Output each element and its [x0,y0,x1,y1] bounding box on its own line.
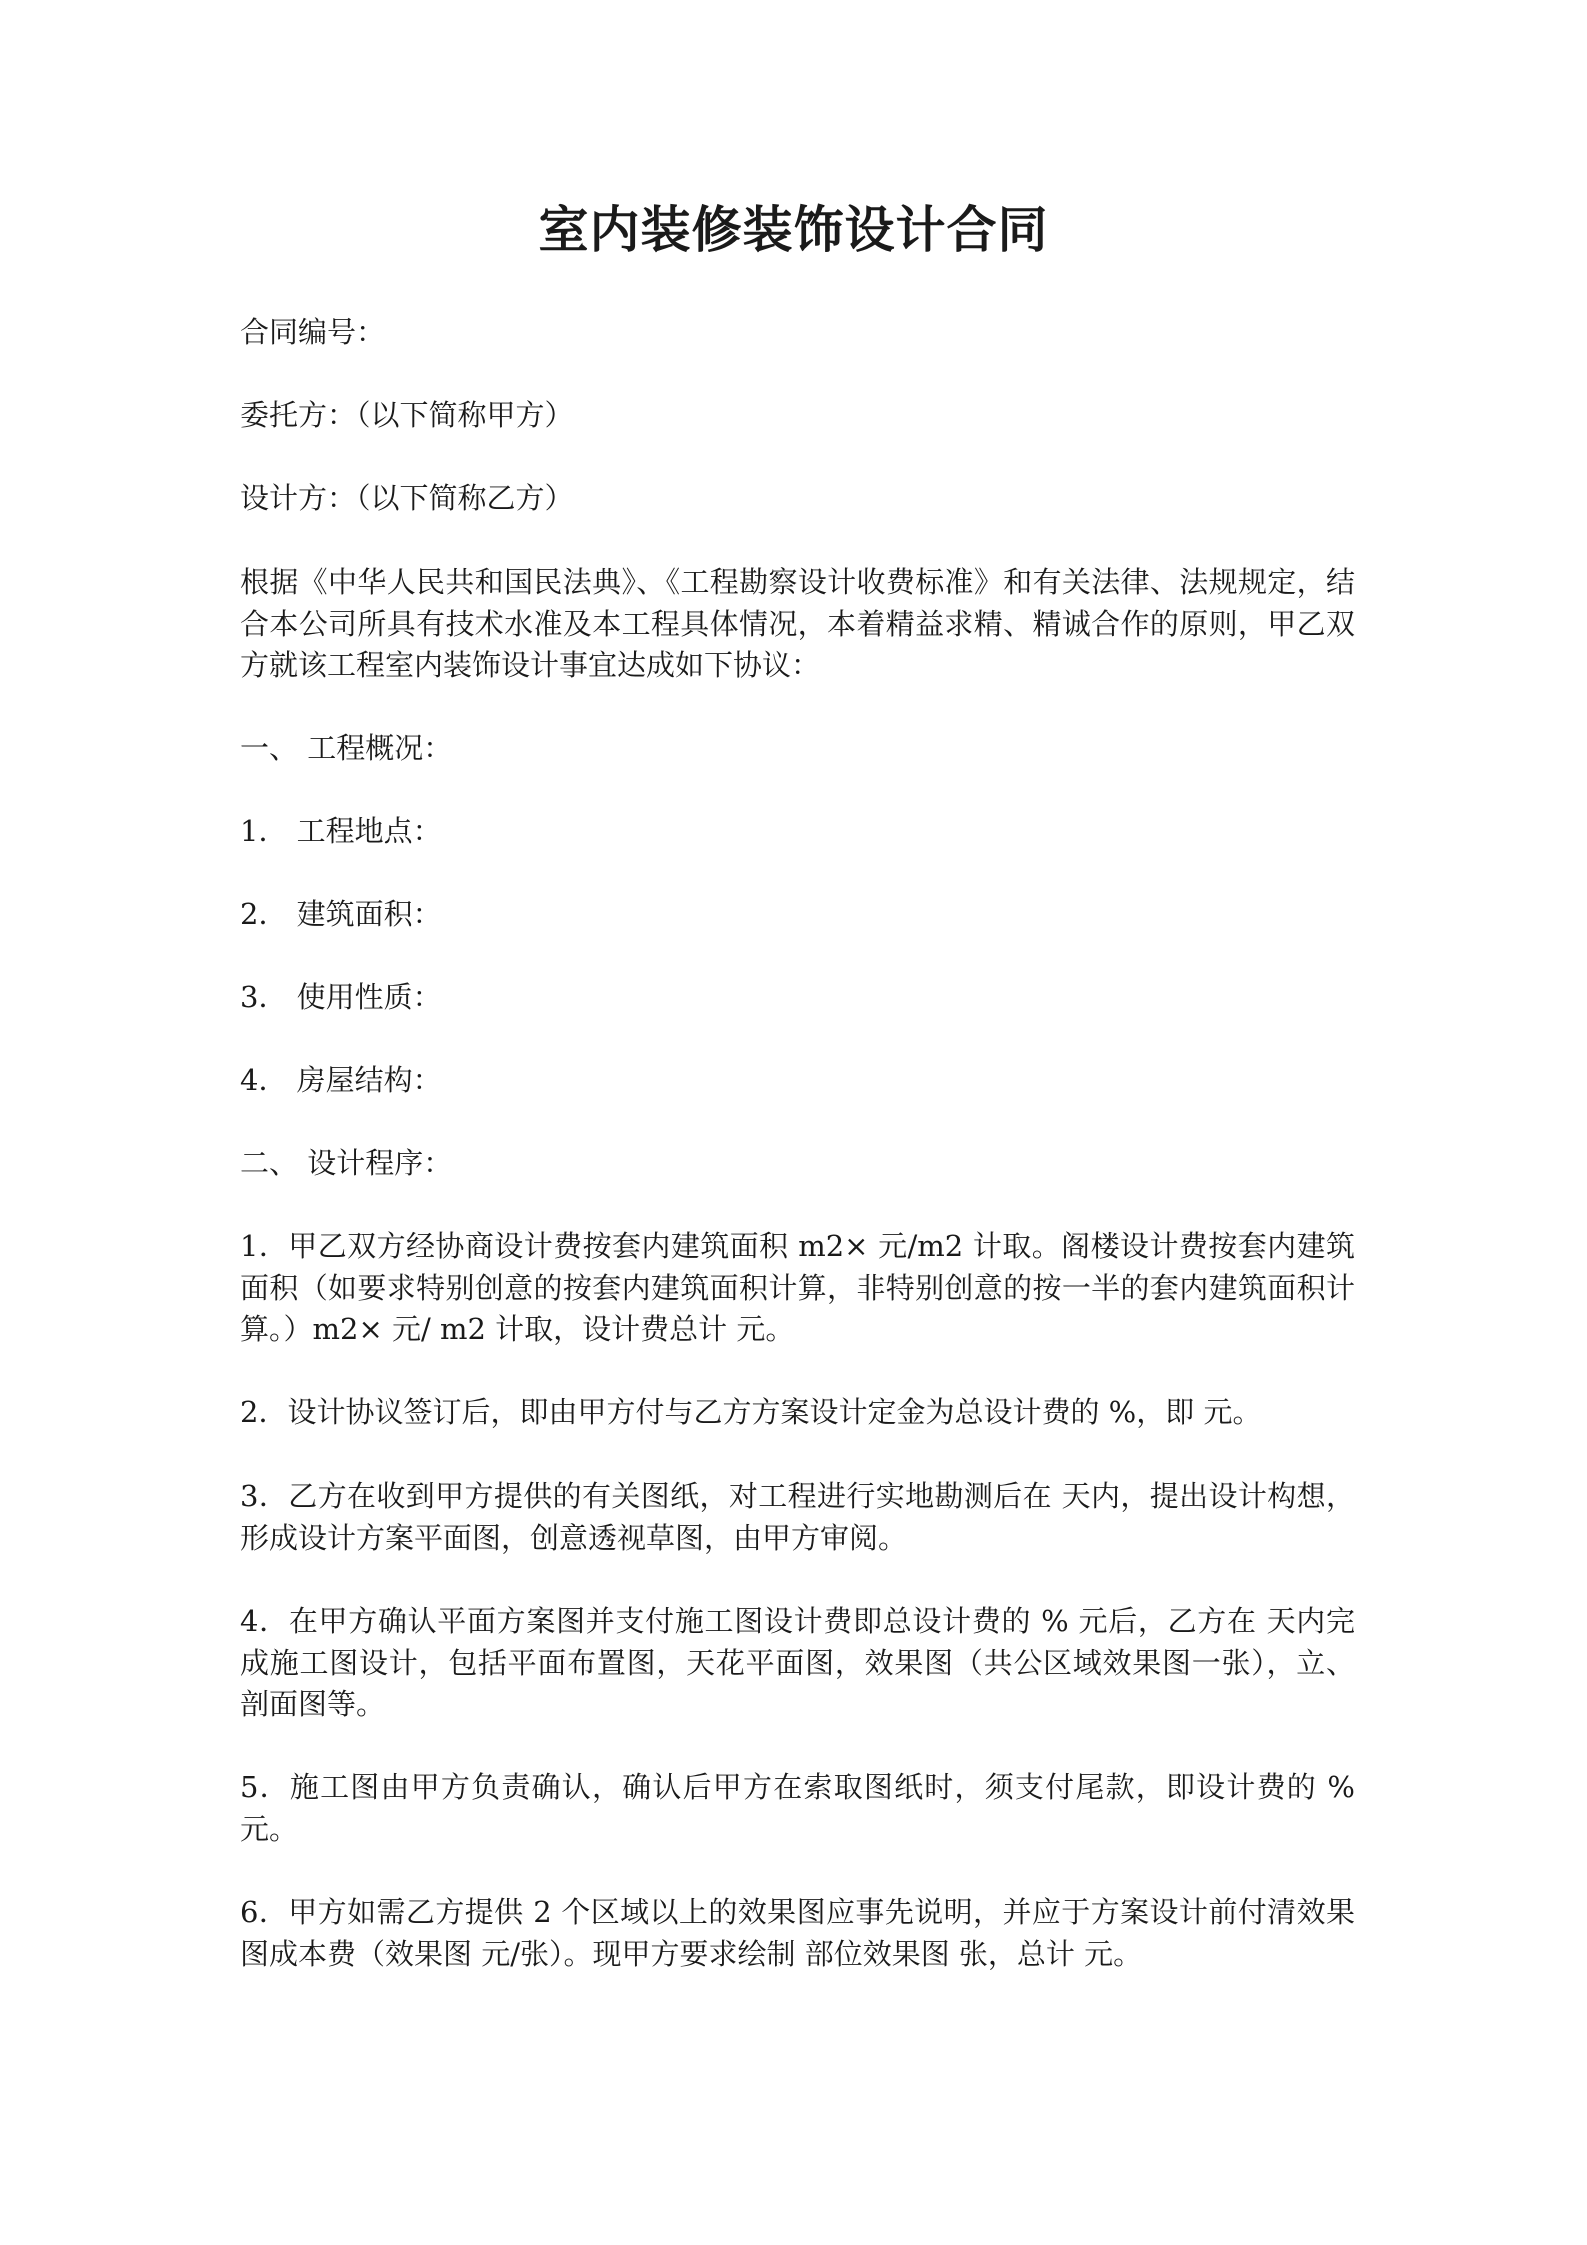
procedure-clause-5: 5．施工图由甲方负责确认，确认后甲方在索取图纸时，须支付尾款，即设计费的 % 元。 [240,1770,1355,1846]
document-title: 室内装修装饰设计合同 [538,200,1049,259]
section-heading-overview: 一、 工程概况： [240,731,453,765]
overview-item-area: 2． 建筑面积： [240,897,442,931]
overview-item-structure: 4． 房屋结构： [240,1063,442,1097]
procedure-clause-1: 1．甲乙双方经协商设计费按套内建筑面积 m2× 元/m2 计取。阁楼设计费按套内建筑面积（如要求特别创意的按套内建筑面积计算，非特别创意的按一半的套内建筑面积计算。）m2× 元/ m2 计取，设计费总计 元。 [240,1229,1355,1346]
section-heading-procedure: 二、 设计程序： [240,1146,453,1180]
overview-item-usage: 3． 使用性质： [240,980,442,1014]
procedure-clause-2: 2．设计协议签订后，即由甲方付与乙方方案设计定金为总设计费的 %，即 元。 [240,1395,1262,1429]
party-a-line: 委托方：（以下简称甲方） [240,398,574,432]
contract-number-line: 合同编号： [240,315,386,349]
overview-item-location: 1． 工程地点： [240,814,442,848]
party-b-line: 设计方：（以下简称乙方） [240,481,574,515]
preamble-paragraph: 根据《中华人民共和国民法典》、《工程勘察设计收费标准》和有关法律、法规规定，结合本公司所具有技术水准及本工程具体情况，本着精益求精、精诚合作的原则，甲乙双方就该工程室内装饰设计事宜达成如下协议： [240,565,1355,682]
procedure-clause-4: 4．在甲方确认平面方案图并支付施工图设计费即总设计费的 % 元后，乙方在 天内完成施工图设计，包括平面布置图，天花平面图，效果图（共公区域效果图一张），立、剖面图等。 [240,1604,1355,1721]
procedure-clause-6: 6．甲方如需乙方提供 2 个区域以上的效果图应事先说明，并应于方案设计前付清效果图成本费（效果图 元/张）。现甲方要求绘制 部位效果图 张，总计 元。 [240,1895,1355,1971]
procedure-clause-3: 3．乙方在收到甲方提供的有关图纸，对工程进行实地勘测后在 天内，提出设计构想，形成设计方案平面图，创意透视草图，由甲方审阅。 [240,1479,1355,1555]
